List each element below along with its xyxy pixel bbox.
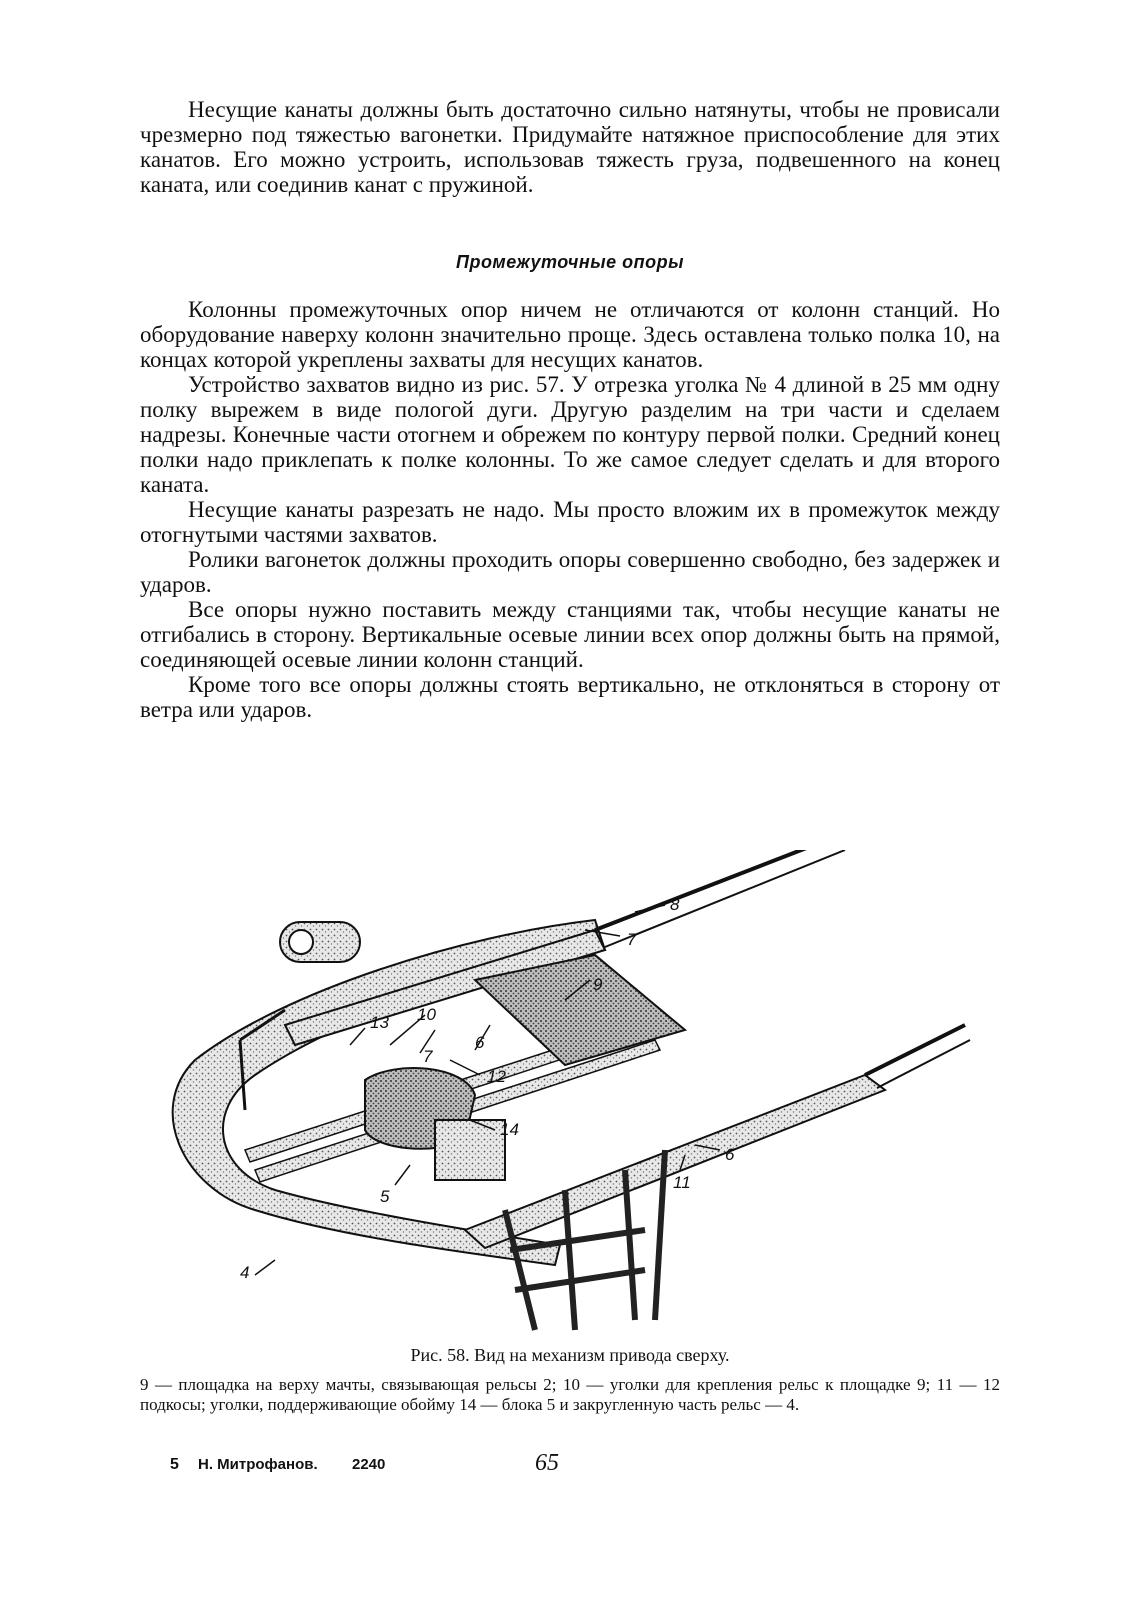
paragraph: Ролики вагонеток должны проходить опоры совершенно свободно, без задержек и ударов. [140,547,1000,597]
label-6b: 6 [725,1145,735,1164]
label-10: 10 [417,1005,436,1024]
label-12: 12 [487,1067,506,1086]
cable-upper [595,850,840,930]
figure-drive-mechanism [165,850,1005,1340]
roller-hub [289,930,313,954]
intro-block [140,97,1000,197]
figure-caption-text: 9 — площадка на верху мачты, связывающая рельсы 2; 10 — уголки для крепления рельс к площадке 9; 11 — 12 подкосы; уголки, поддерживающие обойму 14 — блока 5 и закругленную часть рельс — 4. [140,1375,1000,1414]
label-13: 13 [370,1013,389,1032]
label-7b: 7 [423,1047,433,1066]
label-14: 14 [500,1120,519,1139]
author-name: Н. Митрофанов. [198,1456,318,1473]
figure-caption-title: Рис. 58. Вид на механизм привода сверху. [410,1345,730,1365]
paragraph: Кроме того все опоры должны стоять вертикально, не отклоняться в сторону от ветра или ударов. [140,672,1000,722]
paragraph: Все опоры нужно поставить между станциями так, чтобы несущие канаты не отгибались в сторону. Вертикальные осевые линии всех опор должны быть на прямой, соединяющей осевые линии колонн станций. [140,597,1000,672]
intro-paragraph: Несущие канаты должны быть достаточно сильно натянуты, чтобы не провисали чрезмерно под тяжестью вагонетки. Придумайте натяжное приспособление для этих канатов. Его можно устроить, использовав тяжесть груза, подвешенного на конец каната, или соединив канат с пружиной. [140,97,1000,197]
print-order: 2240 [352,1456,386,1473]
signature-mark: 5 [170,1456,179,1473]
label-7: 7 [627,930,637,949]
cable-upper-2 [605,850,845,947]
page-footer [170,1450,1030,1490]
section-title: Промежуточные опоры [456,252,684,272]
label-9: 9 [593,975,603,994]
page-number: 65 [535,1450,559,1476]
paragraph: Колонны промежуточных опор ничем не отличаются от колонн станций. Но оборудование наверху колонн значительно проще. Здесь оставлена только полка 10, на концах которой укреплены захваты для несущих канатов. [140,297,1000,372]
mechanism-illustration [165,850,1005,1340]
paragraph: Устройство захватов видно из рис. 57. У отрезка уголка № 4 длиной в 25 мм одну полку вырежем в виде пологой дуги. Другую разделим на три части и сделаем надрезы. Конечные части отогнем и обрежем по контуру первой полки. Средний конец полки надо приклепать к полке колонны. То же самое следует сделать и для второго каната. [140,372,1000,497]
paragraph: Несущие канаты разрезать не надо. Мы просто вложим их в промежуток между отогнутыми частями захватов. [140,497,1000,547]
label-11: 11 [673,1173,691,1192]
label-6: 6 [475,1033,485,1052]
label-5: 5 [380,1187,390,1206]
body-text [140,297,1000,722]
label-8: 8 [670,895,680,914]
label-4: 4 [240,1263,250,1282]
lower-rail [465,1075,885,1248]
